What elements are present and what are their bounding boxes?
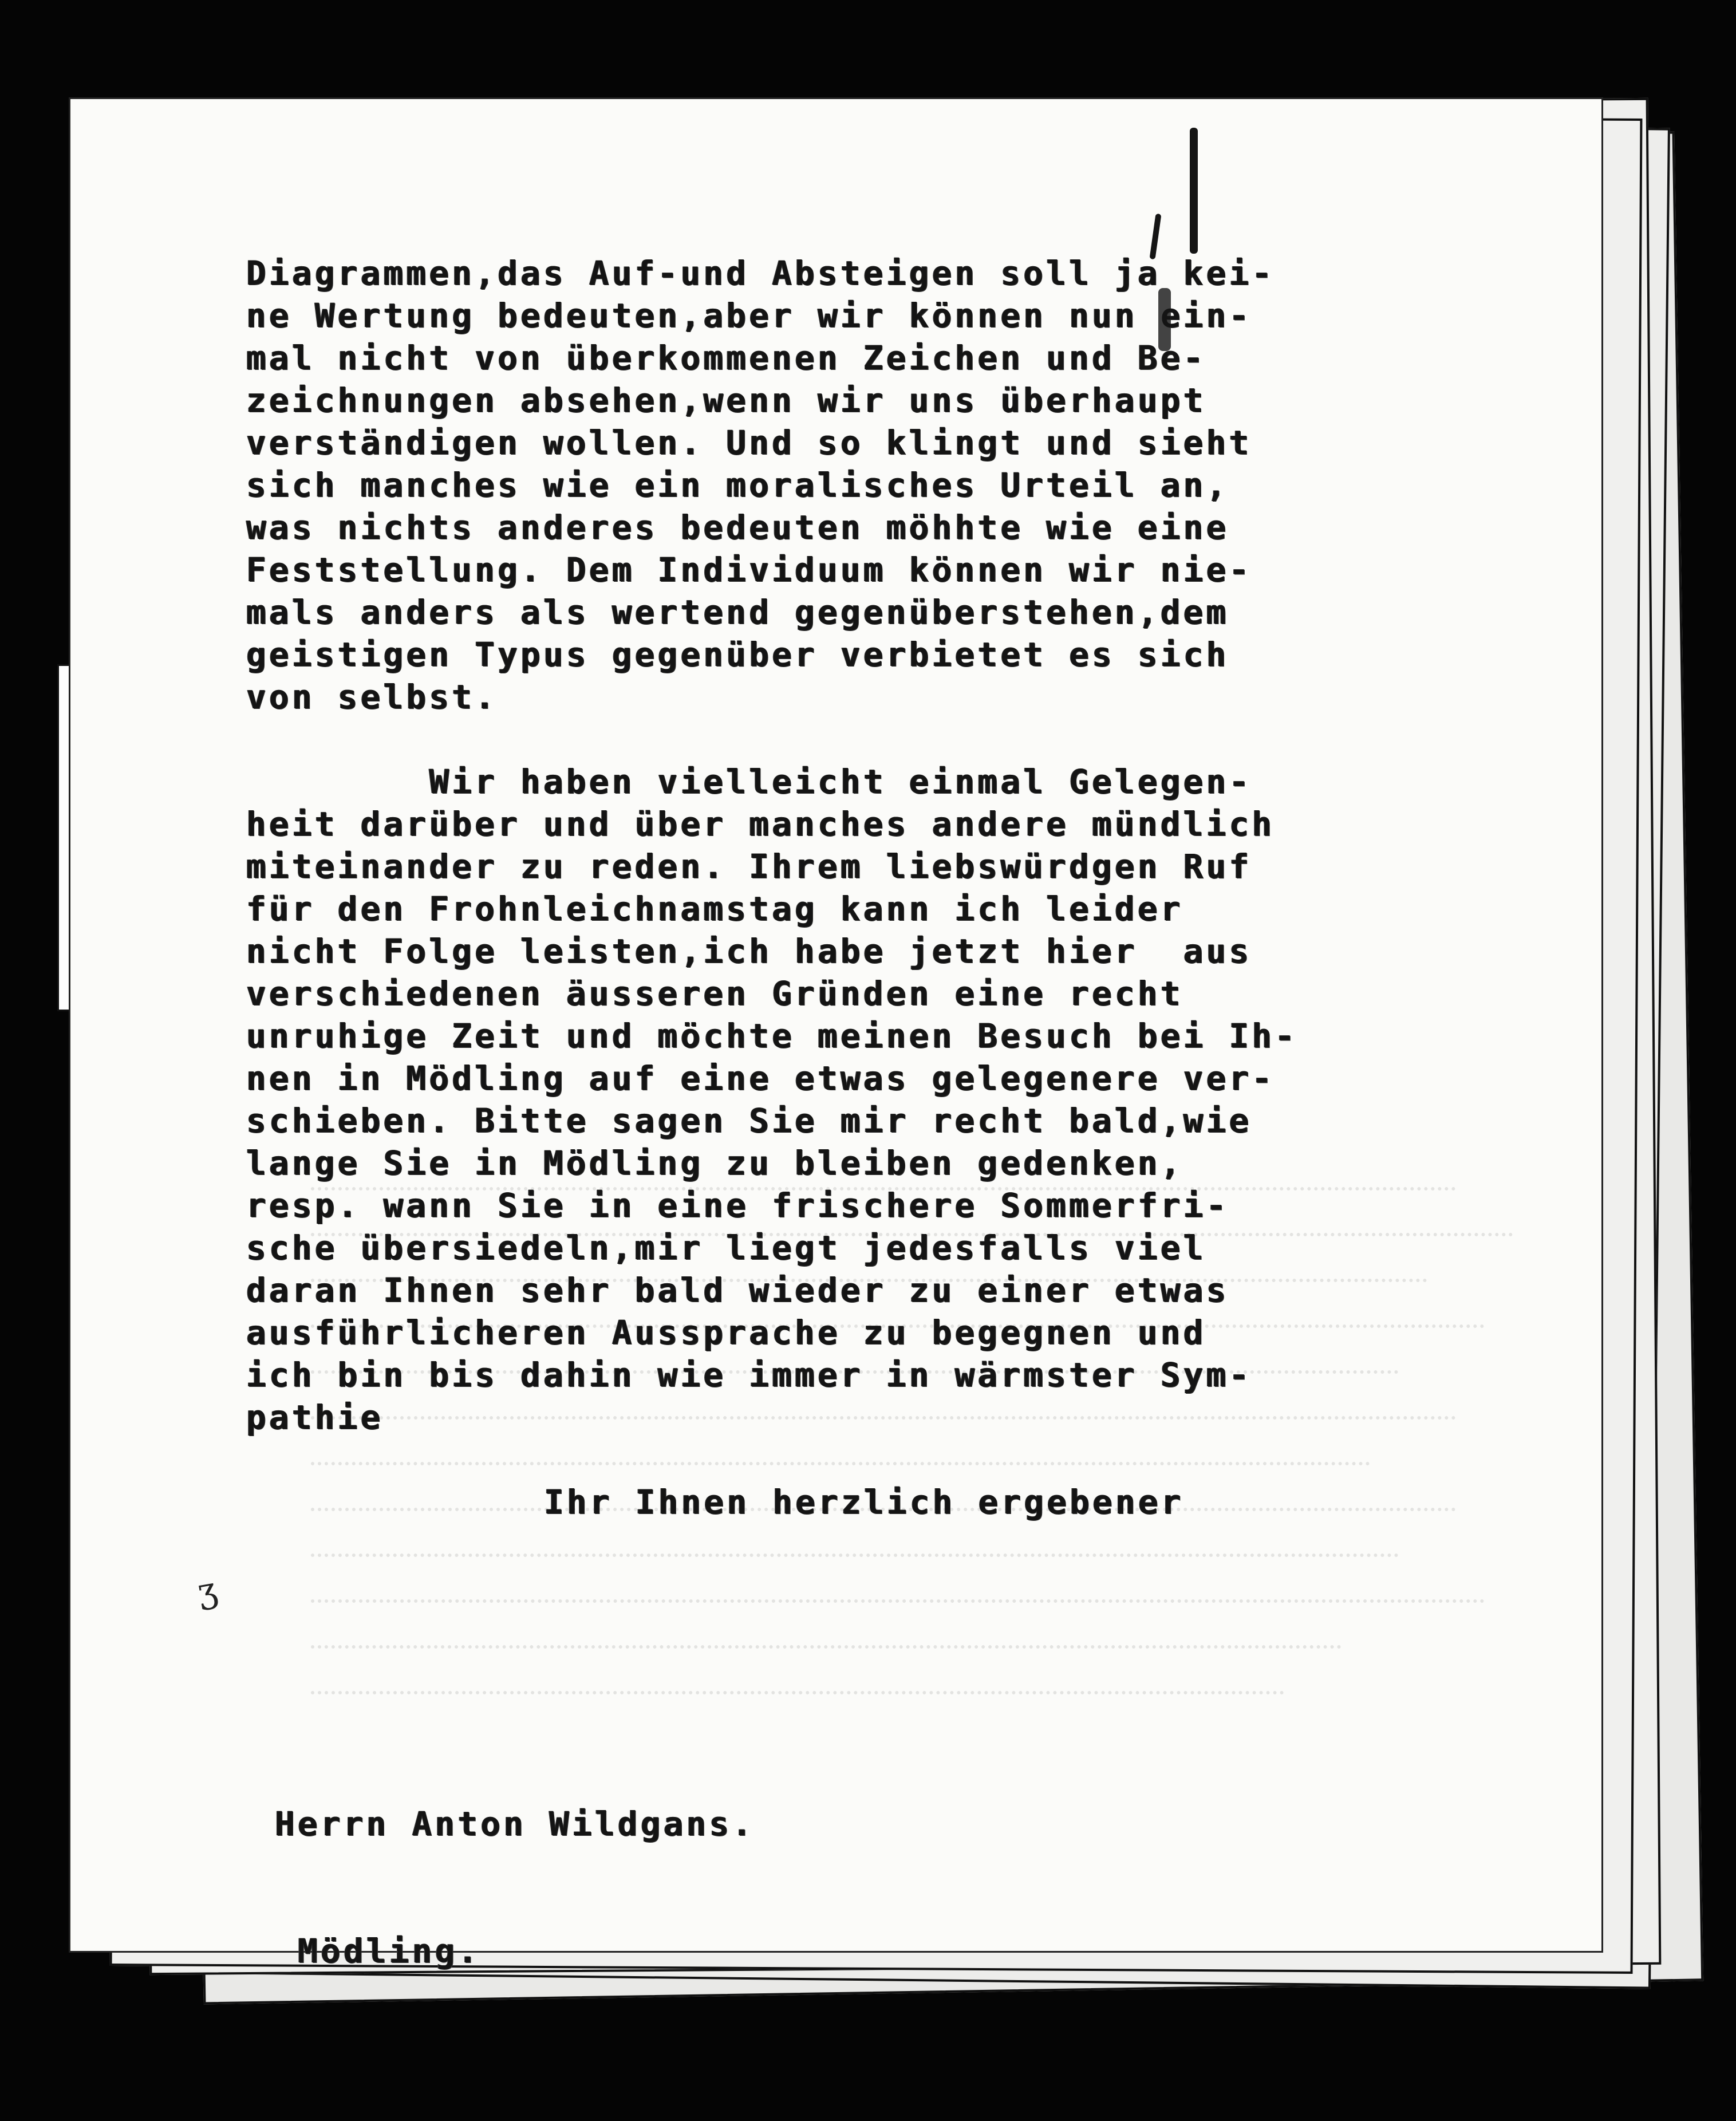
addressee-name: Herrn Anton Wildgans.	[275, 1804, 755, 1843]
closing-line: Ihr Ihnen herzlich ergebener	[544, 1483, 1184, 1521]
letter-body	[246, 252, 1449, 1523]
addressee-city: Mödling.	[298, 1931, 481, 1970]
addressee-block	[275, 1718, 755, 2014]
paragraph-1: Diagrammen,das Auf-und Absteigen soll ja kei- ne Wertung bedeuten,aber wir können nun ein- mal nicht von überkommenen Zeichen und Be- zeichnungen absehen,wenn wir uns überhaupt verständigen wollen. Und so klingt und sieht sich manches wie ein moralisches Urteil an, was nichts anderes bedeuten möhhte wie eine Feststellung. Dem Individuum können wir nie- mals anders als wertend gegenüberstehen,dem geistigen Typus gegenüber verbietet es sich von selbst.	[246, 254, 1275, 716]
pencil-mark: ʒ	[194, 1569, 220, 1613]
ink-stroke	[1190, 128, 1198, 254]
paragraph-2: Wir haben vielleicht einmal Gelegen- heit darüber und über manches andere mündlich miteinander zu reden. Ihrem liebswürdgen Ruf für den Frohnleichnamstag kann ich leider nicht Folge leisten,ich habe jetzt hier aus verschiedenen äusseren Gründen eine recht unruhige Zeit und möchte meinen Besuch bei Ih- nen in Mödling auf eine etwas gelegenere ver- schieben. Bitte sagen Sie mir recht bald,wie lange Sie in Mödling zu bleiben gedenken, resp. wann Sie in eine frischere Sommerfri- sche übersiedeln,mir liegt jedesfalls viel daran Ihnen sehr bald wieder zu einer etwas ausführlicheren Aussprache zu begegnen und ich bin bis dahin wie immer in wärmster Sym- pathie	[246, 762, 1298, 1437]
